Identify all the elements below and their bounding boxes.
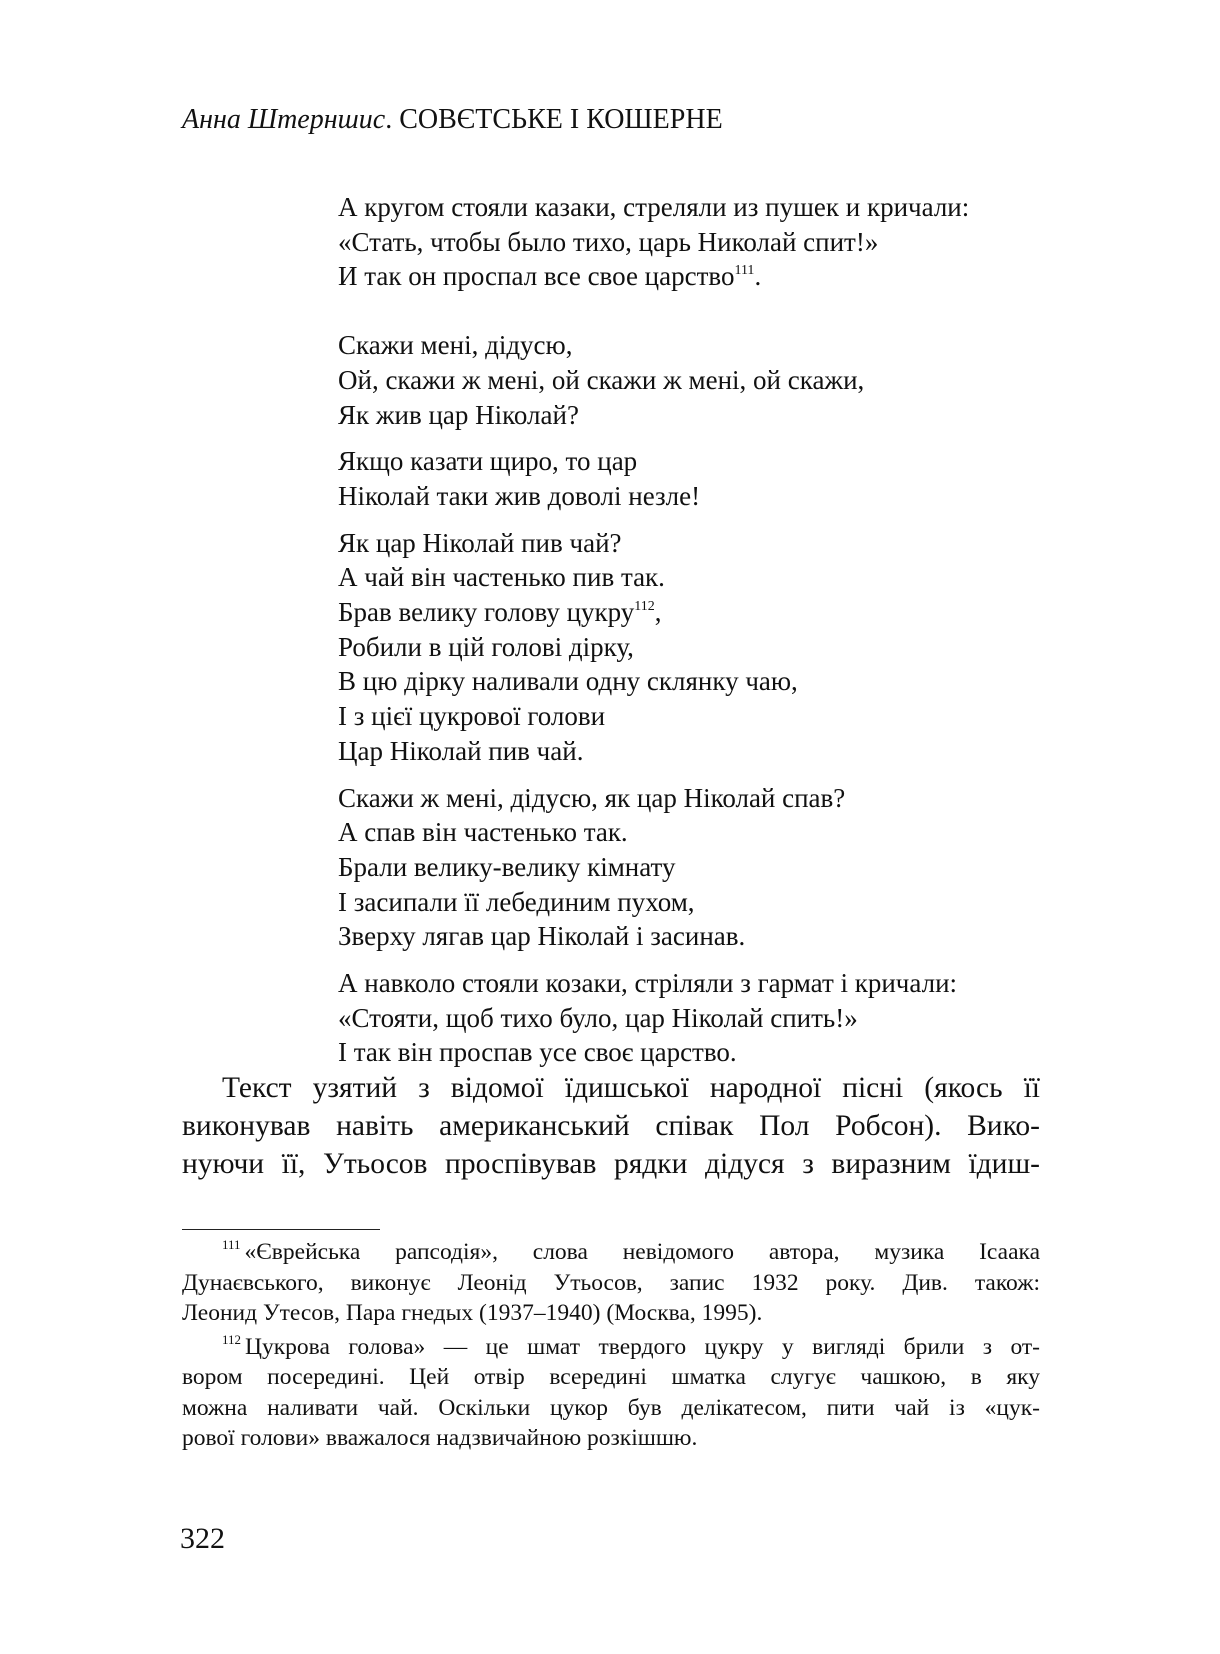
footnote-line: рової голови» вважалося надзвичайною розкішшю. <box>182 1425 698 1451</box>
poem-line: «Стояти, щоб тихо було, цар Ніколай спить!» <box>338 1002 858 1033</box>
poem-stanza-5 <box>338 781 1098 955</box>
footnote-line <box>182 1332 1040 1363</box>
poem-line <box>338 259 1098 294</box>
footnote-line <box>182 1237 1040 1268</box>
poem-line-end: , <box>654 597 662 628</box>
footnote-number: 112 <box>222 1331 242 1347</box>
poem-line: Якщо казати щиро, то цар <box>338 446 638 477</box>
footnote-112 <box>182 1332 1040 1454</box>
poem-line-text: Брав велику голову цукру <box>338 597 635 628</box>
footnote-line: Дунаєвського, виконує Леонід Утьосов, запис 1932 року. Див. також: <box>182 1269 1040 1296</box>
poem-stanza-6 <box>338 966 1098 1070</box>
footnote-line: Леонид Утесов, Пара гнедых (1937–1940) (Москва, 1995). <box>182 1300 763 1326</box>
poem-line: І так він проспав усе своє царство. <box>338 1037 737 1068</box>
footnotes <box>182 1237 1040 1454</box>
poem-line: Скажи мені, дідусю, <box>338 330 573 361</box>
footnote-ref-112: 112 <box>634 599 655 615</box>
poem-line: Ніколай таки жив доволі незле! <box>338 480 701 511</box>
poem-line: А кругом стояли казаки, стреляли из пушек и кричали: <box>338 192 970 222</box>
footnote-ref-111: 111 <box>734 263 755 279</box>
poem-line: А спав він частенько так. <box>338 817 628 848</box>
poem-line: Скажи ж мені, дідусю, як цар Ніколай спав? <box>338 782 846 813</box>
poem-line: Цар Ніколай пив чай. <box>338 735 584 766</box>
poem-line: Як жив цар Ніколай? <box>338 399 579 430</box>
poem-line: «Стать, чтобы было тихо, царь Николай спит!» <box>338 226 879 257</box>
poem-line: Як цар Ніколай пив чай? <box>338 527 622 558</box>
header-title: СОВЄТСЬКЕ І КОШЕРНЕ <box>399 104 723 135</box>
page-number: 322 <box>180 1522 225 1555</box>
poem <box>338 190 1098 1070</box>
footnote-text: Цукрова голова» — це шмат твердого цукру у вигляді брили з от- <box>245 1333 1040 1360</box>
poem-line: Брали велику-велику кімнату <box>338 851 676 882</box>
paragraph-line: нуючи її, Утьосов проспівував рядки дідуся з виразним їдиш- <box>182 1148 1040 1180</box>
poem-line: Зверху лягав цар Ніколай і засинав. <box>338 921 746 952</box>
running-head <box>182 100 723 140</box>
footnote-text: «Єврейська рапсодія», слова невідомого автора, музика Ісаака <box>244 1239 1040 1265</box>
footnote-line: вором посередині. Цей отвір всередині шматка слугує чашкою, в яку <box>182 1364 1040 1390</box>
poem-stanza-3 <box>338 444 1098 513</box>
poem-line: А навколо стояли козаки, стріляли з гармат і кричали: <box>338 968 958 999</box>
poem-line: В цю дірку наливали одну склянку чаю, <box>338 666 798 697</box>
header-author: Анна Штерншис <box>182 104 386 135</box>
footnote-divider <box>182 1229 380 1230</box>
poem-stanza-1 <box>338 190 1098 294</box>
footnote-line: можна наливати чай. Оскільки цукор був делікатесом, пити чай із «цук- <box>182 1394 1040 1421</box>
poem-line: І засипали її лебединим пухом, <box>338 886 695 917</box>
header-separator: . <box>385 104 400 135</box>
poem-stanza-2 <box>338 328 1098 432</box>
poem-line: І з цієї цукрової голови <box>338 701 606 732</box>
poem-line <box>338 595 1098 630</box>
poem-line: Ой, скажи ж мені, ой скажи ж мені, ой скажи, <box>338 364 865 395</box>
footnote-number: 111 <box>222 1237 241 1252</box>
poem-line: Робили в цій голові дірку, <box>338 631 634 662</box>
body-paragraph <box>182 1069 1040 1183</box>
poem-line: А чай він частенько пив так. <box>338 562 665 593</box>
paragraph-line: Текст узятий з відомої їдишської народної пісні (якось її <box>222 1072 1040 1104</box>
footnote-111 <box>182 1237 1040 1329</box>
poem-line-end: . <box>754 261 762 292</box>
paragraph-line: виконував навіть американський співак Пол Робсон). Вико- <box>182 1110 1040 1142</box>
poem-stanza-4 <box>338 526 1098 769</box>
poem-line-text: И так он проспал все свое царство <box>338 261 735 292</box>
